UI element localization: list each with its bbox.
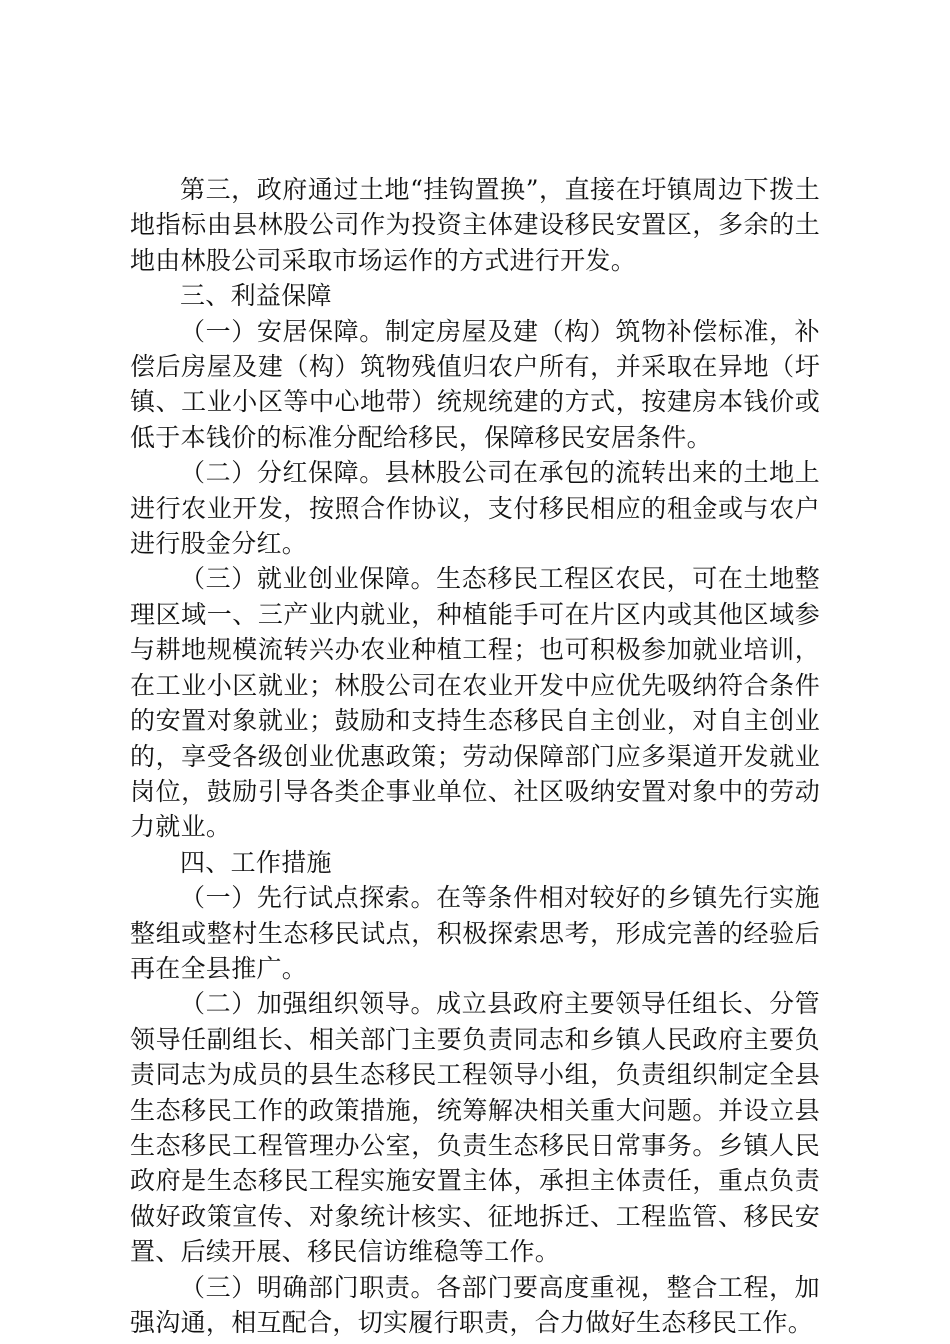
paragraph-organization-leadership: （二）加强组织领导。成立县政府主要领导任组长、分管领导任副组长、相关部门主要负责同志和乡镇人民政府主要负责同志为成员的县生态移民工程领导小组，负责组织制定全县生态移民工作的政策措施，统筹解决相关重大问题。并设立县生态移民工程管理办公室，负责生态移民日常事务。乡镇人民政府是生态移民工程实施安置主体，承担主体责任，重点负责做好政策宣传、对象统计核实、征地拆迁、工程监管、移民安置、后续开展、移民信访维稳等工作。 (130, 989, 820, 1267)
paragraph-employment-guarantee: （三）就业创业保障。生态移民工程区农民，可在土地整理区域一、三产业内就业，种植能手可在片区内或其他区域参与耕地规模流转兴办农业种植工程；也可积极参加就业培训，在工业小区就业；林股公司在农业开发中应优先吸纳符合条件的安置对象就业；鼓励和支持生态移民自主创业，对自主创业的，享受各级创业优惠政策；劳动保障部门应多渠道开发就业岗位，鼓励引导各类企事业单位、社区吸纳安置对象中的劳动力就业。 (130, 564, 820, 842)
section-heading-benefit-guarantee: 三、利益保障 (180, 281, 332, 311)
paragraph-land-swap: 第三，政府通过土地“挂钩置换”，直接在圩镇周边下拨土地指标由县林股公司作为投资主体建设移民安置区，多余的土地由林股公司采取市场运作的方式进行开发。 (130, 175, 820, 275)
document-body (130, 172, 820, 1340)
paragraph-pilot-exploration: （一）先行试点探索。在等条件相对较好的乡镇先行实施整组或整村生态移民试点，积极探索思考，形成完善的经验后再在全县推广。 (130, 883, 820, 983)
section-heading-work-measures: 四、工作措施 (180, 847, 332, 877)
paragraph-housing-guarantee: （一）安居保障。制定房屋及建（构）筑物补偿标准，补偿后房屋及建（构）筑物残值归农户所有，并采取在异地（圩镇、工业小区等中心地带）统规统建的方式，按建房本钱价或低于本钱价的标准分配给移民，保障移民安居条件。 (130, 316, 820, 452)
paragraph-dividend-guarantee: （二）分红保障。县林股公司在承包的流转出来的土地上进行农业开发，按照合作协议，支付移民相应的租金或与农户进行股金分红。 (130, 458, 820, 559)
paragraph-department-duties: （三）明确部门职责。各部门要高度重视，整合工程，加强沟通，相互配合，切实履行职责，合力做好生态移民工作。 (130, 1272, 820, 1337)
